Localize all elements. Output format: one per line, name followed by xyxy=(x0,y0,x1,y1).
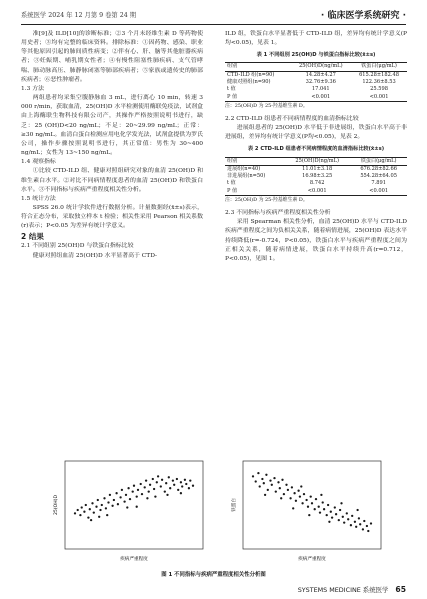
scatter-point xyxy=(342,516,344,518)
scatter-point xyxy=(89,508,91,510)
table-note: 注：25(OH)D 为 25-羟基维生素 D。 xyxy=(225,197,308,204)
scatter-point xyxy=(154,495,156,497)
scatter-point xyxy=(277,481,279,483)
paragraph: 进展组患者的 25(OH)D 水平低于非进展组，铁蛋白水平高于非进展组，差异均有统计学意义(P均<0.05)，见表 2。 xyxy=(225,125,407,141)
table-row xyxy=(225,173,407,180)
scatter-plot-25ohd xyxy=(51,458,208,566)
table-cell: 健康对照组(n=90) xyxy=(227,79,271,86)
paragraph: ILD 组，铁蛋白水平显著低于 CTD-ILD 组，差异均有统计学意义(P均<0.05)，见表 1。 xyxy=(225,31,407,47)
scatter-point xyxy=(280,497,282,499)
paragraph: 采用 Spearman 相关性分析，血清 25(OH)D 水平与 CTD-ILD 疾病严重程度之间为负相关关系，随着病情进展，25(OH)D 表达水平持续降低(r=-0.724，P<0.05)，铁蛋白水平与疾病严重程度之间为正相关关系，随着病情进展，铁蛋白水平持续升高(r=0.712，P<0.05)，见图 1。 xyxy=(225,219,407,262)
scatter-point xyxy=(177,489,179,491)
data-table-2 xyxy=(225,157,407,196)
scatter-point xyxy=(119,496,121,498)
scatter-point xyxy=(346,512,348,514)
scatter-point xyxy=(121,489,123,491)
table-cell: 14.28±4.27 xyxy=(305,71,336,78)
scatter-point xyxy=(93,511,95,513)
table-cell: <0.001 xyxy=(290,94,351,102)
paragraph: 两组患者均采集空腹静脉血 3 mL，进行离心 10 min，转速 3 000 r/min，获取血清，25(OH)D 水平检测使用酶联免疫法，试剂盒由上海酶联生物科技有限公司产，其操作严格按照说明书进行，缺乏：25 (OH)D<20 ng/mL；不足：20~29.99 ng/mL；正常：≥30 ng/mL。血清白蛋白检测应用电化学发光法，试剂盒提供为罗氏公司，操作步骤按照说明书进行，其正常值：男性为 30~400 ng/mL；女性为 13~150 ng/mL。 xyxy=(21,95,203,157)
table-cell: 554.28±64.05 xyxy=(360,173,397,180)
table-note: 注：25(OH)D 为 25-羟基维生素 D。 xyxy=(225,102,308,109)
scatter-point xyxy=(310,495,312,497)
paragraph: 健康对照组血清 25(OH)D 水平显著高于 CTD- xyxy=(32,252,158,259)
scatter-point xyxy=(257,472,259,474)
table-caption: 表 2 CTD-ILD 组患者不同病情程度的血清指标比较(x̄±s) xyxy=(247,146,385,153)
table-cell: 8.742 xyxy=(309,180,325,187)
scatter-point xyxy=(184,479,186,481)
scatter-point xyxy=(136,506,138,508)
paragraph: 准[9]及 ILD[10]的诊断标准；②3 个月未经维生素 D 等药物使用史者；③均有完整的临床资料。排除标准：①因药物、感染、职业等其他原因引起的肺间质性病变；②伴有心、肝、脑等其他脏器疾病者；③妊娠期、哺乳期女性者；④有慢性阻塞性肺疾病、支气管哮喘、肺动脉高压、肺静脉闭塞等肺部疾病者；⑤家族或遗传史的肺部疾病者；⑥恶性肿瘤者。 xyxy=(21,31,203,83)
x-axis-label: 疾病严重程度 xyxy=(298,557,326,562)
scatter-point xyxy=(153,488,155,490)
scatter-point xyxy=(176,478,178,480)
scatter-point xyxy=(148,490,150,492)
scatter-point xyxy=(320,494,322,496)
scatter-point xyxy=(327,504,329,506)
scatter-point xyxy=(326,514,328,516)
journal-issue: 系统医学 2024 年 12 月第 9 卷第 24 期 xyxy=(21,12,137,19)
scatter-point xyxy=(97,499,99,501)
table-cell: 非进展组(n=50) xyxy=(227,173,266,180)
scatter-point xyxy=(359,523,361,525)
table-row xyxy=(225,94,407,102)
scatter-point xyxy=(133,485,135,487)
scatter-point xyxy=(264,494,266,496)
scatter-point xyxy=(115,492,117,494)
scatter-point xyxy=(305,499,307,501)
table-cell: 11.01±3.18 xyxy=(302,165,333,172)
scatter-point xyxy=(161,479,163,481)
scatter-point xyxy=(330,511,332,513)
scatter-svg-25ohd xyxy=(51,458,208,566)
scatter-point xyxy=(335,513,337,515)
scatter-point xyxy=(109,494,111,496)
scatter-point xyxy=(299,495,301,497)
scatter-point xyxy=(265,474,267,476)
scatter-point xyxy=(146,497,148,499)
table-header: 25(OH)D(ng/mL) xyxy=(284,157,350,165)
table-cell: <0.001 xyxy=(350,188,407,196)
scatter-point xyxy=(81,506,83,508)
scatter-point xyxy=(126,506,128,508)
scatter-point xyxy=(172,479,174,481)
scatter-point xyxy=(356,509,358,511)
page-header xyxy=(21,9,406,23)
scatter-point xyxy=(157,475,159,477)
scatter-point xyxy=(255,480,257,482)
scatter-point xyxy=(136,495,138,497)
scatter-point xyxy=(293,492,295,494)
section-heading: 1.3 方法 xyxy=(21,85,45,92)
table-cell: 615.28±182.48 xyxy=(359,71,399,78)
scatter-point xyxy=(328,521,330,523)
scatter-point xyxy=(87,516,89,518)
scatter-point xyxy=(152,478,154,480)
scatter-point xyxy=(331,516,333,518)
table-caption: 表 1 不同组别 25(OH)D 与铁蛋白指标比较(x̄±s) xyxy=(256,52,376,59)
scatter-point xyxy=(323,508,325,510)
section-heading: 2.3 不同指标与疾病严重程度相关性分析 xyxy=(225,210,331,217)
scatter-point xyxy=(180,492,182,494)
scatter-point xyxy=(180,481,182,483)
scatter-point xyxy=(111,505,113,507)
scatter-point xyxy=(269,479,271,481)
scatter-plot-ferritin xyxy=(229,458,386,566)
scatter-point xyxy=(90,519,92,521)
plot-frame xyxy=(243,461,381,549)
section-label: · 临床医学系统研究 · xyxy=(320,11,406,21)
scatter-point xyxy=(263,482,265,484)
scatter-point xyxy=(289,497,291,499)
scatter-point xyxy=(74,512,76,514)
scatter-point xyxy=(334,506,336,508)
scatter-point xyxy=(83,511,85,513)
scatter-point xyxy=(261,478,263,480)
scatter-point xyxy=(127,487,129,489)
table-cell: <0.001 xyxy=(284,188,350,196)
scatter-point xyxy=(308,514,310,516)
scatter-point xyxy=(185,483,187,485)
scatter-point xyxy=(103,497,105,499)
scatter-point xyxy=(169,487,171,489)
table-row xyxy=(225,180,407,187)
table-header: 铁蛋白(μg/mL) xyxy=(350,157,407,165)
scatter-point xyxy=(164,490,166,492)
scatter-point xyxy=(281,479,283,481)
scatter-point xyxy=(252,475,254,477)
scatter-point xyxy=(259,485,261,487)
table-row xyxy=(225,188,407,196)
scatter-point xyxy=(77,509,79,511)
table-cell: 676.28±82.66 xyxy=(360,165,397,172)
scatter-point xyxy=(307,506,309,508)
table-cell: <0.001 xyxy=(351,94,407,102)
scatter-points xyxy=(252,472,372,532)
scatter-point xyxy=(113,499,115,501)
data-table-1 xyxy=(225,62,407,101)
scatter-point xyxy=(301,502,303,504)
scatter-points xyxy=(74,475,194,521)
scatter-point xyxy=(165,482,167,484)
table-header: 25(OH)D(ng/mL) xyxy=(290,63,351,71)
table-header: 组别 xyxy=(225,63,290,71)
scatter-point xyxy=(363,520,365,522)
scatter-point xyxy=(91,502,93,504)
scatter-point xyxy=(99,509,101,511)
scatter-point xyxy=(160,485,162,487)
scatter-point xyxy=(192,485,194,487)
scatter-point xyxy=(339,509,341,511)
scatter-point xyxy=(132,490,134,492)
page-footer xyxy=(298,585,406,594)
scatter-point xyxy=(297,490,299,492)
scatter-point xyxy=(98,516,100,518)
scatter-point xyxy=(370,522,372,524)
scatter-point xyxy=(273,477,275,479)
section-heading: 2.1 不同组别 25(OH)D 与铁蛋白指标比较 xyxy=(21,243,134,250)
scatter-point xyxy=(106,514,108,516)
scatter-point xyxy=(338,519,340,521)
scatter-point xyxy=(291,486,293,488)
scatter-point xyxy=(295,500,297,502)
scatter-point xyxy=(125,494,127,496)
scatter-point xyxy=(141,493,143,495)
scatter-point xyxy=(107,501,109,503)
y-axis-label: 25(OH)D xyxy=(54,494,59,516)
scatter-point xyxy=(105,507,107,509)
scatter-point xyxy=(303,493,305,495)
table-cell: 25.598 xyxy=(370,86,388,93)
scatter-point xyxy=(314,508,316,510)
y-axis-label: 铁蛋白 xyxy=(232,498,237,512)
scatter-point xyxy=(145,479,147,481)
scatter-point xyxy=(267,489,269,491)
scatter-point xyxy=(279,487,281,489)
header-rule xyxy=(21,24,406,25)
scatter-point xyxy=(85,504,87,506)
scatter-point xyxy=(362,528,364,530)
scatter-point xyxy=(173,484,175,486)
scatter-point xyxy=(347,518,349,520)
table-cell: CTD-ILD 组(n=90) xyxy=(227,71,275,78)
table-row xyxy=(225,71,407,79)
section-heading: 2.2 CTD-ILD 组患者不同病情程度的血清指标比较 xyxy=(225,115,359,122)
scatter-point xyxy=(137,489,139,491)
scatter-point xyxy=(189,479,191,481)
table-cell: 进展组(n=40) xyxy=(227,165,261,172)
section-heading: 1.5 统计方法 xyxy=(21,195,56,202)
scatter-point xyxy=(123,500,125,502)
scatter-point xyxy=(311,502,313,504)
scatter-point xyxy=(319,511,321,513)
scatter-point xyxy=(351,515,353,517)
scatter-point xyxy=(322,501,324,503)
scatter-point xyxy=(315,498,317,500)
table-cell: 122.36±8.53 xyxy=(362,79,396,86)
table-cell: t 值 xyxy=(227,180,236,187)
x-axis-label: 疾病严重程度 xyxy=(120,557,148,562)
table-cell: P 值 xyxy=(225,188,284,196)
scatter-point xyxy=(350,524,352,526)
table-row xyxy=(225,79,407,86)
scatter-point xyxy=(129,498,131,500)
table-cell: t 值 xyxy=(227,86,236,93)
scatter-point xyxy=(149,484,151,486)
table-row xyxy=(225,165,407,173)
table-cell: P 值 xyxy=(225,94,290,102)
scatter-point xyxy=(181,485,183,487)
scatter-point xyxy=(283,493,285,495)
scatter-point xyxy=(166,494,168,496)
scatter-point xyxy=(343,521,345,523)
scatter-point xyxy=(318,506,320,508)
scatter-point xyxy=(285,484,287,486)
scatter-point xyxy=(366,525,368,527)
table-row xyxy=(225,86,407,93)
paragraph: SPSS 26.0 统计学软件进行数据分析。计量数据经(x̄±s)表示，符合正态分布，采取独立样本 t 检验；相关性采用 Pearson 相关系数(r)表示；P<0.05 为差异有统计学意义。 xyxy=(21,204,203,230)
scatter-point xyxy=(358,517,360,519)
table-cell: 17.041 xyxy=(311,86,330,93)
footer-journal: SYSTEMS MEDICINE 系统医学 xyxy=(297,586,389,594)
scatter-point xyxy=(95,506,97,508)
table-cell: 7.891 xyxy=(371,180,386,187)
table-cell: 16.98±3.25 xyxy=(302,173,333,180)
scatter-point xyxy=(287,489,289,491)
scatter-point xyxy=(300,485,302,487)
figure-caption: 图 1 不同指标与疾病严重程度相关性分析图 xyxy=(161,572,266,578)
scatter-point xyxy=(340,502,342,504)
table-cell: 32.76±9.36 xyxy=(305,79,336,86)
left-column xyxy=(21,30,203,261)
table-header: 组别 xyxy=(225,157,284,165)
paragraph: ①比较 CTD-ILD 组、健康对照组研究对象的血清 25(OH)D 和维生素白水平。②对比不同病情程度患者的血清 25(OH)D 和铁蛋白水平。③不同指标与疾病严重程度相关性分析。 xyxy=(21,168,203,193)
scatter-point xyxy=(101,504,103,506)
scatter-point xyxy=(275,490,277,492)
right-column xyxy=(225,30,407,264)
scatter-point xyxy=(168,476,170,478)
scatter-point xyxy=(355,526,357,528)
scatter-svg-ferritin xyxy=(229,458,386,566)
scatter-point xyxy=(79,514,81,516)
scatter-point xyxy=(271,484,273,486)
scatter-point xyxy=(292,507,294,509)
section-heading: 2 结果 xyxy=(21,232,44,242)
scatter-point xyxy=(140,483,142,485)
scatter-point xyxy=(156,481,158,483)
page-number: 65 xyxy=(395,585,406,594)
scatter-point xyxy=(367,530,369,532)
scatter-point xyxy=(188,487,190,489)
table-header: 铁蛋白(μg/mL) xyxy=(351,63,407,71)
scatter-point xyxy=(144,486,146,488)
section-heading: 1.4 观察指标 xyxy=(21,159,56,166)
scatter-point xyxy=(354,521,356,523)
scatter-point xyxy=(117,503,119,505)
